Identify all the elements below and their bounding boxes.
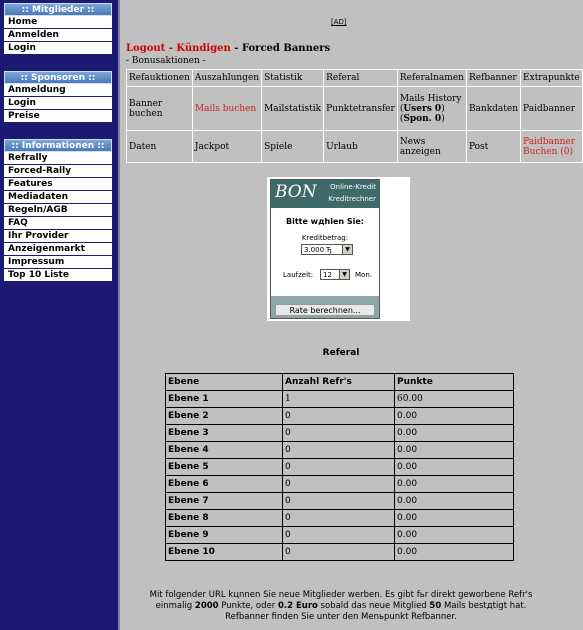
table-row: [166, 408, 514, 425]
nav-referal[interactable]: Referal: [324, 70, 398, 87]
mails-history-mid: ) (: [399, 103, 445, 124]
table-row: [166, 510, 514, 527]
nav-mails-buchen[interactable]: Mails buchen: [192, 87, 261, 131]
sidebar-item-features[interactable]: Features: [4, 178, 112, 191]
nav-extrapunkte[interactable]: Extrapunkte: [521, 70, 583, 87]
menu-mitglieder-header: :: Mitglieder ::: [4, 3, 112, 16]
menu-sponsoren-header: :: Sponsoren ::: [4, 71, 112, 84]
cell-punkte: 0.00: [395, 544, 514, 561]
bon-laufzeit-value: 12: [323, 271, 332, 279]
rate-berechnen-button[interactable]: Rate berechnen...: [275, 304, 375, 316]
bon-kreditrechner-banner: [267, 177, 410, 321]
bon-form-title: Bitte wдhlen Sie:: [285, 217, 365, 226]
nav-punktetransfer[interactable]: Punktetransfer: [324, 87, 398, 131]
footer-text: Punkte, oder: [218, 601, 278, 611]
column-header-ebene: Ebene: [166, 374, 283, 391]
nav-statistik[interactable]: Statistik: [262, 70, 324, 87]
sidebar-item-anzeigenmarkt[interactable]: Anzeigenmarkt: [4, 243, 112, 256]
bon-tagline-1: Online-Kredit: [330, 183, 376, 191]
sidebar-item-top10[interactable]: Top 10 Liste: [4, 269, 112, 282]
footer-text: einmalig: [155, 601, 195, 611]
menu-informationen-header: :: Informationen ::: [4, 139, 112, 152]
cell-punkte: 0.00: [395, 527, 514, 544]
nav-paidbanner-buchen[interactable]: Paidbanner Buchen (0): [521, 131, 583, 163]
bon-widget: [270, 179, 380, 319]
mails-value: 50: [429, 601, 442, 611]
ad-link[interactable]: [AD]: [331, 18, 347, 26]
footer-line-3: Refbanner finden Sie unter den Menьpunkt Refbanner.: [225, 612, 457, 622]
cell-anzahl: 0: [283, 425, 395, 442]
points-value: 2000: [194, 601, 219, 611]
cell-ebene: Ebene 5: [166, 459, 283, 476]
bon-logo: BON: [275, 182, 317, 202]
cell-ebene: Ebene 6: [166, 476, 283, 493]
table-row: [166, 476, 514, 493]
referal-table: [165, 373, 514, 561]
mails-history-end: ): [441, 113, 445, 124]
mails-history-users: Users 0: [403, 103, 442, 114]
sidebar-item-ihr-provider[interactable]: Ihr Provider: [4, 230, 112, 243]
cell-anzahl: 1: [283, 391, 395, 408]
sidebar-item-refrally[interactable]: Refrally: [4, 152, 112, 165]
sidebar-item-regeln-agb[interactable]: Regeln/AGB: [4, 204, 112, 217]
bon-tagline-2: Kreditrechner: [328, 195, 376, 203]
member-nav-table: [126, 69, 583, 163]
table-row: [166, 391, 514, 408]
cell-anzahl: 0: [283, 442, 395, 459]
column-header-anzahl: Anzahl Refr's: [283, 374, 395, 391]
bon-kredit-select[interactable]: [301, 244, 353, 255]
table-row: [166, 544, 514, 561]
footer-text: Mails bestдtigt hat.: [441, 601, 527, 611]
cell-anzahl: 0: [283, 476, 395, 493]
nav-refbanner[interactable]: Refbanner: [466, 70, 520, 87]
table-row: [166, 425, 514, 442]
nav-mails-history[interactable]: [397, 87, 466, 131]
sidebar-item-preise[interactable]: Preise: [4, 110, 112, 123]
footer-line-1: Mit folgender URL kцnnen Sie neue Mitglieder werben. Es gibt fьr direkt geworbene Refr's: [149, 590, 533, 600]
sidebar-item-anmelden[interactable]: Anmelden: [4, 29, 112, 42]
nav-daten[interactable]: Daten: [127, 131, 193, 163]
logout-link[interactable]: Logout: [126, 43, 166, 54]
nav-paidbanner[interactable]: Paidbanner: [521, 87, 583, 131]
table-row: [166, 442, 514, 459]
cell-ebene: Ebene 4: [166, 442, 283, 459]
sidebar-item-mediadaten[interactable]: Mediadaten: [4, 191, 112, 204]
cell-ebene: Ebene 2: [166, 408, 283, 425]
sidebar-item-sponsor-anmeldung[interactable]: Anmeldung: [4, 84, 112, 97]
mails-history-spon: Spon. 0: [403, 113, 442, 124]
bon-header: [271, 180, 379, 208]
cell-punkte: 0.00: [395, 442, 514, 459]
cell-punkte: 0.00: [395, 493, 514, 510]
bon-laufzeit-select[interactable]: [320, 269, 350, 280]
account-actions: [126, 43, 330, 54]
forced-banners-link[interactable]: Forced Banners: [241, 43, 331, 54]
sidebar-item-login[interactable]: Login: [4, 42, 112, 55]
menu-sponsoren: [4, 71, 112, 123]
main-content: [118, 0, 580, 630]
cell-ebene: Ebene 8: [166, 510, 283, 527]
nav-urlaub[interactable]: Urlaub: [324, 131, 398, 163]
cell-punkte: 0.00: [395, 459, 514, 476]
bonusaktionen-link[interactable]: - Bonusaktionen -: [126, 56, 206, 66]
nav-post[interactable]: Post: [466, 131, 520, 163]
cell-punkte: 60.00: [395, 391, 514, 408]
cell-anzahl: 0: [283, 493, 395, 510]
table-row: [166, 493, 514, 510]
menu-mitglieder: [4, 3, 112, 55]
sidebar: [0, 0, 118, 630]
cell-anzahl: 0: [283, 408, 395, 425]
cell-punkte: 0.00: [395, 476, 514, 493]
menu-informationen: [4, 139, 112, 282]
referal-info-text: [120, 590, 562, 623]
column-header-punkte: Punkte: [395, 374, 514, 391]
bon-kredit-value: 3.000 Ђ: [304, 246, 332, 254]
nav-mailstatistik[interactable]: Mailstatistik: [262, 87, 324, 131]
nav-banner-buchen[interactable]: Banner buchen: [127, 87, 193, 131]
cell-punkte: 0.00: [395, 408, 514, 425]
separator: -: [165, 43, 177, 54]
cell-anzahl: 0: [283, 459, 395, 476]
nav-spiele[interactable]: Spiele: [262, 131, 324, 163]
nav-news-anzeigen[interactable]: News anzeigen: [397, 131, 466, 163]
cell-punkte: 0.00: [395, 425, 514, 442]
cell-punkte: 0.00: [395, 510, 514, 527]
footer-line-2: [120, 601, 562, 612]
cell-ebene: Ebene 7: [166, 493, 283, 510]
cell-anzahl: 0: [283, 510, 395, 527]
footer-text: sobald das neue Mitglied: [317, 601, 430, 611]
separator: -: [230, 43, 242, 54]
chevron-down-icon: ▼: [342, 245, 352, 254]
bon-laufzeit-label: Laufzeit:: [283, 271, 314, 279]
cell-ebene: Ebene 9: [166, 527, 283, 544]
table-header-row: [166, 374, 514, 391]
nav-referalnamen[interactable]: Referalnamen: [397, 70, 466, 87]
cell-ebene: Ebene 3: [166, 425, 283, 442]
cell-anzahl: 0: [283, 544, 395, 561]
cell-ebene: Ebene 1: [166, 391, 283, 408]
cell-ebene: Ebene 10: [166, 544, 283, 561]
bon-kredit-label: Kreditbetrag:: [301, 234, 349, 242]
sidebar-item-home[interactable]: Home: [4, 16, 112, 29]
referal-title: Referal: [322, 348, 360, 358]
chevron-down-icon: ▼: [339, 270, 349, 279]
cell-anzahl: 0: [283, 527, 395, 544]
nav-jackpot[interactable]: Jackpot: [192, 131, 261, 163]
sidebar-item-sponsor-login[interactable]: Login: [4, 97, 112, 110]
nav-auszahlungen[interactable]: Auszahlungen: [192, 70, 261, 87]
mails-history-label: Mails History (: [399, 93, 462, 114]
nav-refauktionen[interactable]: Refauktionen: [127, 70, 193, 87]
kuendigen-link[interactable]: Kündigen: [176, 43, 231, 54]
bon-form: [271, 210, 379, 318]
table-row: [166, 527, 514, 544]
euro-value: 0.2 Euro: [277, 601, 318, 611]
table-row: [166, 459, 514, 476]
nav-bankdaten[interactable]: Bankdaten: [466, 87, 520, 131]
sidebar-item-faq[interactable]: FAQ: [4, 217, 112, 230]
sidebar-item-forced-rally[interactable]: Forced-Rally: [4, 165, 112, 178]
sidebar-item-impressum[interactable]: Impressum: [4, 256, 112, 269]
bon-laufzeit-unit: Mon.: [355, 271, 372, 279]
